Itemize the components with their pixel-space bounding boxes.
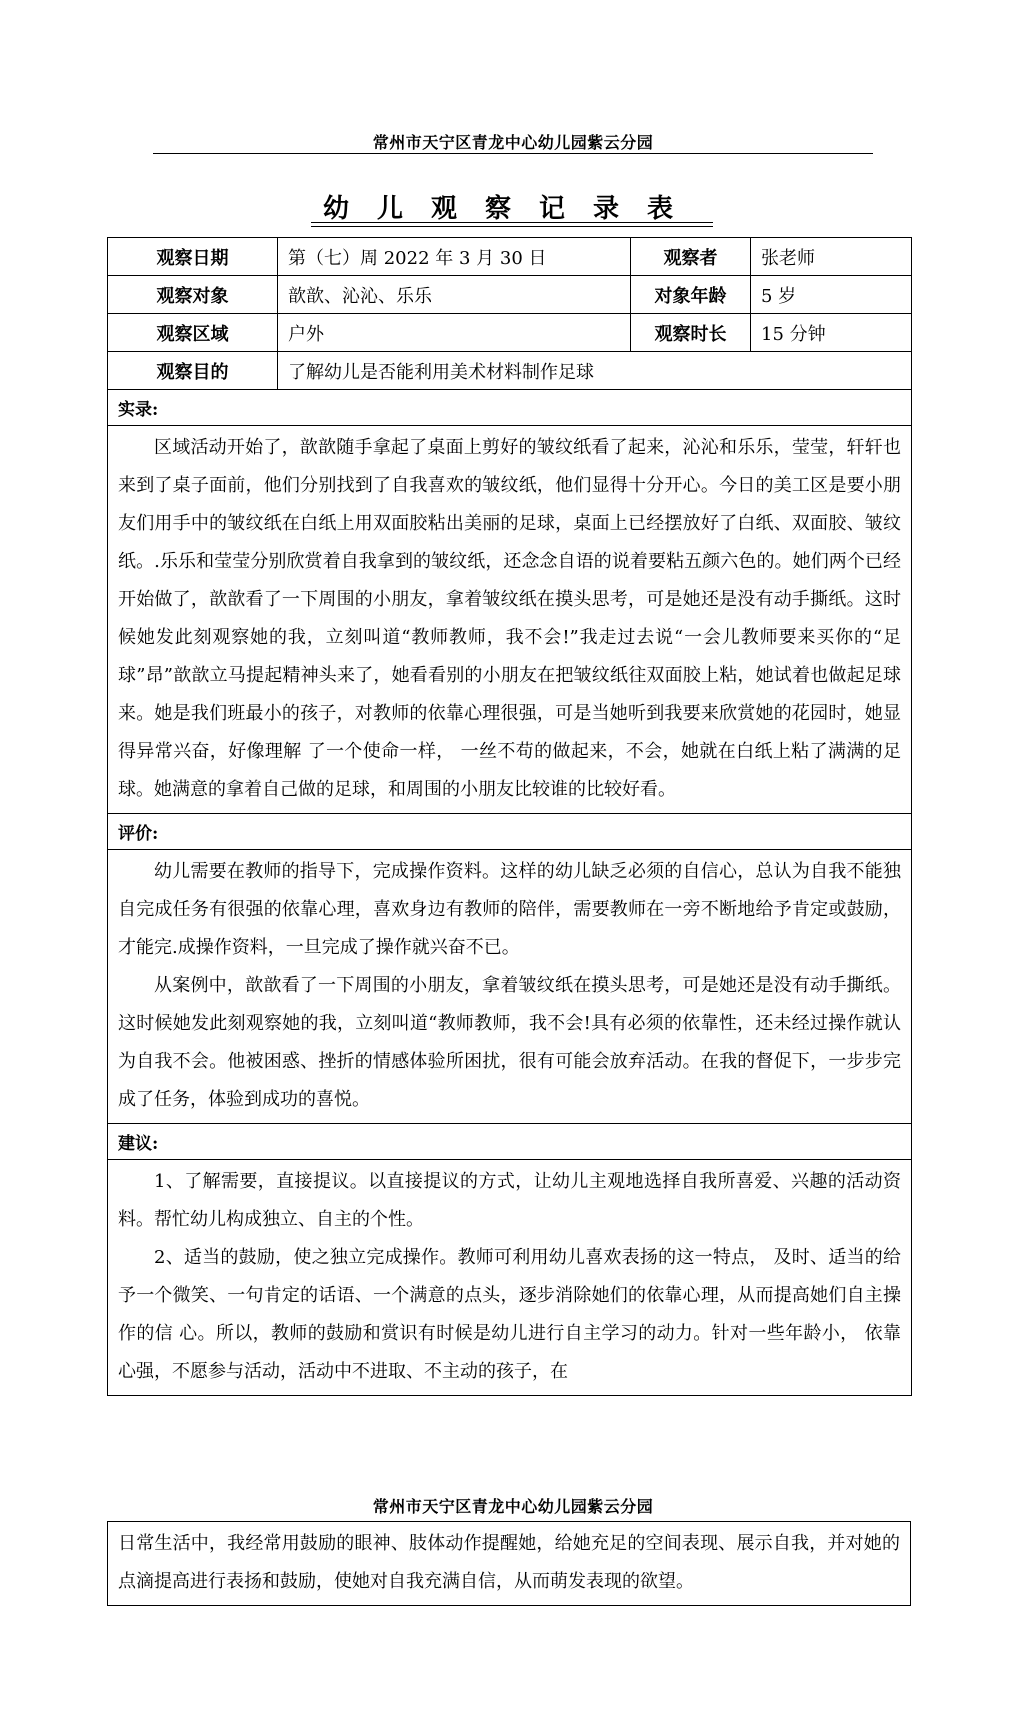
- row-area: [108, 314, 912, 352]
- title-underline-2: [311, 226, 713, 227]
- evaluation-paragraph-1: 幼儿需要在教师的指导下，完成操作资料。这样的幼儿缺乏必须的自信心，总认为自我不能独自完成任务有很强的依靠心理，喜欢身边有教师的陪伴，需要教师在一旁不断地给予肯定或鼓励，才能完.成操作资料，一旦完成了操作就兴奋不已。: [118, 861, 901, 958]
- observer-label: 观察者: [631, 238, 751, 276]
- record-body-row: [108, 426, 912, 814]
- subject-label: 观察对象: [108, 276, 278, 314]
- page2-text: 日常生活中，我经常用鼓励的眼神、肢体动作提醒她，给她充足的空间表现、展示自我，并对她的点滴提高进行表扬和鼓励，使她对自我充满自信，从而萌发表现的欲望。: [108, 1522, 911, 1606]
- page2-school-header: 常州市天宁区青龙中心幼儿园紫云分园: [372, 1497, 654, 1516]
- age-label: 对象年龄: [631, 276, 751, 314]
- suggestion-heading: 建议:: [108, 1124, 912, 1160]
- date-value: 第（七）周 2022 年 3 月 30 日: [278, 238, 631, 276]
- row-purpose: [108, 352, 912, 390]
- header-rule: [153, 153, 873, 154]
- purpose-value: 了解幼儿是否能利用美术材料制作足球: [278, 352, 912, 390]
- record-heading-row: [108, 390, 912, 426]
- record-body: [108, 426, 912, 814]
- title-underline: [311, 222, 713, 223]
- subject-value: 歆歆、沁沁、乐乐: [278, 276, 631, 314]
- duration-value: 15 分钟: [751, 314, 912, 352]
- area-value: 户外: [278, 314, 631, 352]
- page2-continuation: [107, 1521, 911, 1606]
- date-label: 观察日期: [108, 238, 278, 276]
- duration-label: 观察时长: [631, 314, 751, 352]
- suggestion-heading-row: [108, 1124, 912, 1160]
- suggestion-body: [108, 1160, 912, 1396]
- evaluation-heading-row: [108, 814, 912, 850]
- evaluation-heading: 评价:: [108, 814, 912, 850]
- evaluation-body: [108, 850, 912, 1124]
- suggestion-body-row: [108, 1160, 912, 1396]
- purpose-label: 观察目的: [108, 352, 278, 390]
- suggestion-paragraph-1: 1、了解需要，直接提议。以直接提议的方式，让幼儿主观地选择自我所喜爱、兴趣的活动资料。帮忙幼儿构成独立、自主的个性。: [118, 1171, 901, 1230]
- row-date: [108, 238, 912, 276]
- page-title: 幼儿观察记录表: [322, 194, 701, 224]
- record-paragraph: 区域活动开始了，歆歆随手拿起了桌面上剪好的皱纹纸看了起来，沁沁和乐乐，莹莹，轩轩也来到了桌子面前，他们分别找到了自我喜欢的皱纹纸，他们显得十分开心。今日的美工区是要小朋友们用手中的皱纹纸在白纸上用双面胶粘出美丽的足球，桌面上已经摆放好了白纸、双面胶、皱纹纸。.乐乐和莹莹分别欣赏着自我拿到的皱纹纸，还念念自语的说着要粘五颜六色的。她们两个已经开始做了，歆歆看了一下周围的小朋友，拿着皱纹纸在摸头思考，可是她还是没有动手撕纸。这时候她发此刻观察她的我，立刻叫道“教师教师，我不会!”我走过去说“一会儿教师要来买你的“足球”昂”歆歆立马提起精神头来了，她看看别的小朋友在把皱纹纸往双面胶上粘，她试着也做起足球来。她是我们班最小的孩子，对教师的依靠心理很强，可是当她听到我要来欣赏她的花园时，她显得异常兴奋，好像理解 了一个使命一样， 一丝不苟的做起来，不会，她就在白纸上粘了满满的足球。她满意的拿着自己做的足球，和周围的小朋友比较谁的比较好看。: [118, 437, 901, 800]
- page2-row: [108, 1522, 911, 1606]
- area-label: 观察区域: [108, 314, 278, 352]
- row-subject: [108, 276, 912, 314]
- suggestion-paragraph-2: 2、适当的鼓励，使之独立完成操作。教师可利用幼儿喜欢表扬的这一特点， 及时、适当的给予一个微笑、一句肯定的话语、一个满意的点头，逐步消除她们的依靠心理，从而提高她们自主操作的信 心。所以，教师的鼓励和赏识有时候是幼儿进行自主学习的动力。针对一些年龄小， 依靠心强，不愿参与活动，活动中不进取、不主动的孩子，在: [118, 1247, 901, 1382]
- school-header: 常州市天宁区青龙中心幼儿园紫云分园: [372, 133, 654, 152]
- age-value: 5 岁: [751, 276, 912, 314]
- record-heading: 实录:: [108, 390, 912, 426]
- observation-form: [107, 237, 912, 1396]
- evaluation-body-row: [108, 850, 912, 1124]
- observer-value: 张老师: [751, 238, 912, 276]
- evaluation-paragraph-2: 从案例中，歆歆看了一下周围的小朋友，拿着皱纹纸在摸头思考，可是她还是没有动手撕纸。这时候她发此刻观察她的我，立刻叫道“教师教师，我不会!具有必须的依靠性，还未经过操作就认为自我不会。他被困惑、挫折的情感体验所困扰，很有可能会放弃活动。在我的督促下，一步步完成了任务，体验到成功的喜悦。: [118, 975, 901, 1110]
